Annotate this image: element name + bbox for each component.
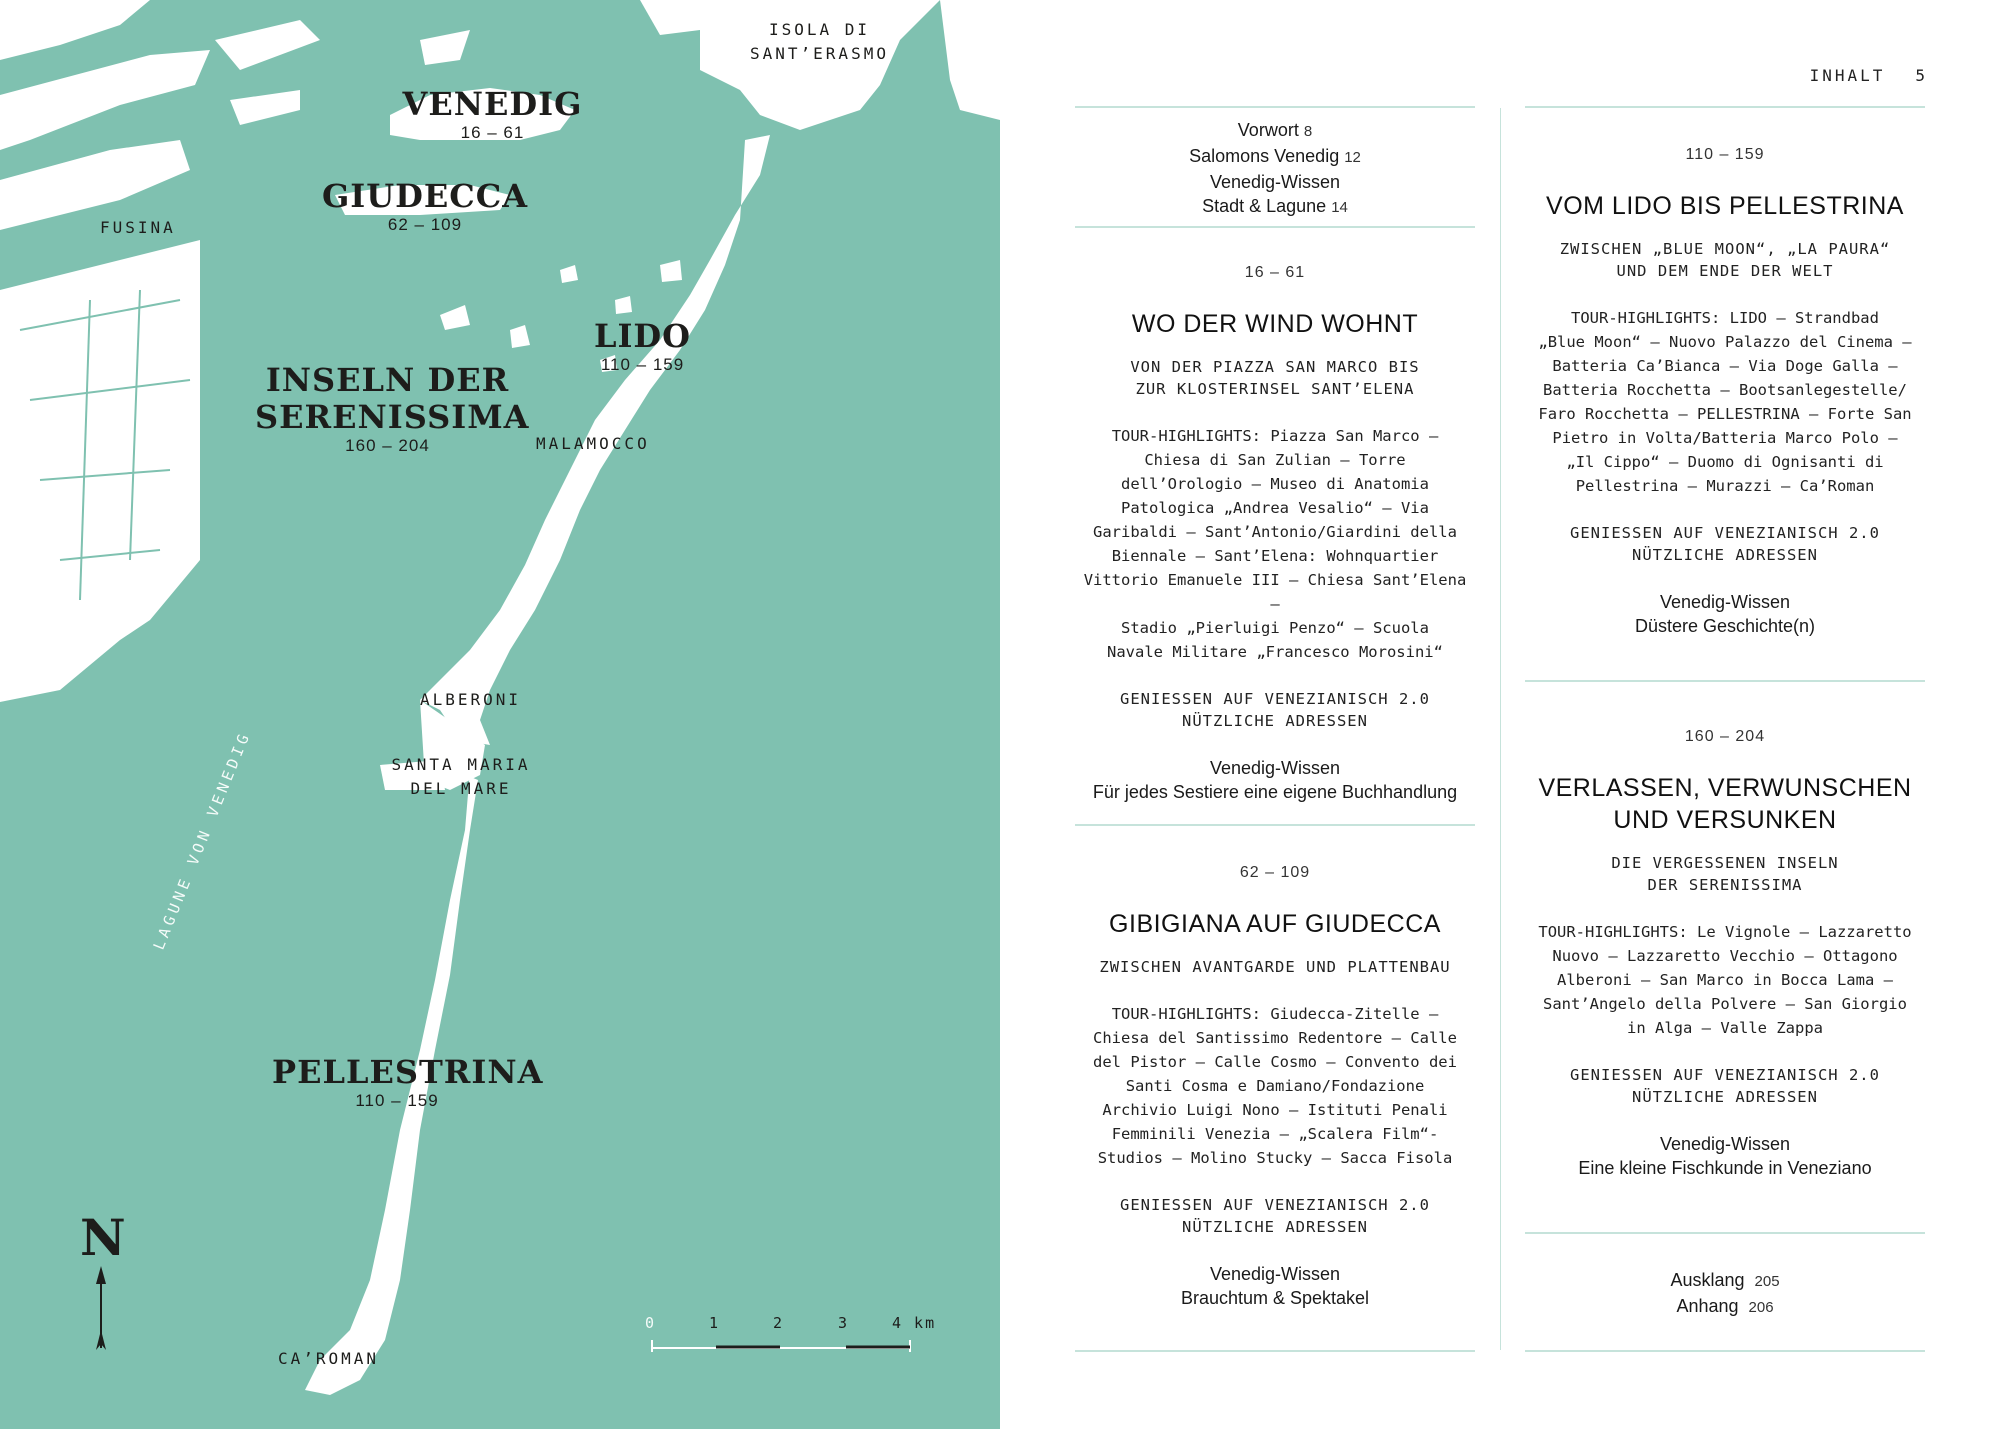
divider <box>1525 106 1925 108</box>
map-label-lido: LIDO 110 – 159 <box>593 317 692 374</box>
chapter-wissen: Venedig-Wissen Für jedes Sestiere eine eigene Buchhandlung <box>1092 758 1458 802</box>
chapter-extras: GENIESSEN AUF VENEZIANISCH 2.0 NÜTZLICHE ADRESSEN <box>1570 1066 1880 1106</box>
scale-tick-4: 4 km <box>892 1314 937 1332</box>
north-label: N <box>80 1208 126 1267</box>
map-label-giudecca: GIUDECCA 62 – 109 <box>321 177 529 234</box>
toc-entry[interactable]: Venedig-Wissen <box>1209 172 1341 192</box>
chapter-gibigiana-auf-giudecca[interactable] <box>1075 864 1475 1310</box>
chapter-wissen: Venedig-Wissen Brauchtum & Spektakel <box>1180 1264 1370 1308</box>
page-header-label: INHALT <box>1809 66 1886 85</box>
chapter-highlights: TOUR-HIGHLIGHTS: Piazza San Marco – Chiesa di San Zulian – Torre dell’Orologio – Museo di Anatomia Patologica „Andrea Vesalio“ – Via Garibaldi – Sant’Antonio/Giardini della Biennale – Sant’Elena: Wohnquartier Vittorio Emanuele III – Chiesa Sant’Elena – Stadio „Pierluigi Penzo“ – Scuola Navale Militare „Francesco Morosini“ <box>1083 427 1467 661</box>
chapter-highlights: TOUR-HIGHLIGHTS: LIDO – Strandbad „Blue Moon“ – Nuovo Palazzo del Cinema – Batteria Ca’Bianca – Via Doge Galla – Batteria Rocchetta – Bootsanlegestelle/ Faro Rocchetta – PELLESTRINA – Forte San Pietro in Volta/Batteria Marco Polo – „Il Cippo“ – Duomo di Ognisanti di Pellestrina – Murazzi – Ca’Roman <box>1538 309 1912 495</box>
column-divider <box>1500 108 1501 1350</box>
toc-intro <box>1075 118 1475 220</box>
divider <box>1075 1350 1475 1352</box>
scale-tick-2: 2 <box>773 1314 783 1332</box>
toc-entry[interactable]: Salomons Venedig 12 <box>1189 146 1361 166</box>
page-number: 5 <box>1915 66 1928 85</box>
map-label-ca-roman: CA’ROMAN <box>278 1349 380 1368</box>
chapter-verlassen-verwunschen[interactable] <box>1525 728 1925 1180</box>
chapter-extras: GENIESSEN AUF VENEZIANISCH 2.0 NÜTZLICHE ADRESSEN <box>1570 524 1880 564</box>
chapter-title: VERLASSEN, VERWUNSCHEN UND VERSUNKEN <box>1538 774 1912 834</box>
chapter-extras: GENIESSEN AUF VENEZIANISCH 2.0 NÜTZLICHE ADRESSEN <box>1120 1196 1430 1236</box>
map-label-lagune-von-venedig: LAGUNE VON VENEDIG <box>149 728 255 953</box>
scale-tick-1: 1 <box>709 1314 719 1332</box>
chapter-title: WO DER WIND WOHNT <box>1131 310 1419 338</box>
map-label-isola-sant-erasmo: ISOLA DI SANT’ERASMO <box>750 20 889 63</box>
divider <box>1075 226 1475 228</box>
chapter-subtitle: DIE VERGESSENEN INSELN DER SERENISSIMA <box>1611 854 1839 894</box>
toc-entry[interactable]: Vorwort 8 <box>1237 120 1313 140</box>
toc-entry[interactable]: Anhang 206 <box>1676 1296 1774 1316</box>
map-label-fusina: FUSINA <box>100 218 176 237</box>
chapter-subtitle: ZWISCHEN „BLUE MOON“, „LA PAURA“ UND DEM ENDE DER WELT <box>1559 240 1891 280</box>
chapter-pages: 110 – 159 <box>1685 146 1765 163</box>
chapter-extras: GENIESSEN AUF VENEZIANISCH 2.0 NÜTZLICHE ADRESSEN <box>1120 690 1430 730</box>
chapter-subtitle: VON DER PIAZZA SAN MARCO BIS ZUR KLOSTERINSEL SANT’ELENA <box>1130 358 1420 398</box>
divider <box>1525 680 1925 682</box>
scale-tick-3: 3 <box>838 1314 848 1332</box>
north-arrow-icon <box>96 1266 106 1350</box>
divider <box>1075 824 1475 826</box>
table-of-contents <box>1000 0 2000 1429</box>
scale-tick-0: 0 <box>645 1314 655 1332</box>
map-label-santa-maria-del-mare: SANTA MARIA DEL MARE <box>391 755 531 798</box>
map-label-malamocco: MALAMOCCO <box>536 434 650 453</box>
divider <box>1075 106 1475 108</box>
chapter-highlights: TOUR-HIGHLIGHTS: Le Vignole – Lazzaretto Nuovo – Lazzaretto Vecchio – Ottagono Alberoni – San Marco in Bocca Lama – Sant’Angelo della Polvere – San Giorgio in Alga – Valle Zappa <box>1538 923 1912 1037</box>
divider <box>1525 1350 1925 1352</box>
toc-entry[interactable]: Ausklang 205 <box>1670 1270 1780 1290</box>
toc-outro <box>1525 1268 1925 1320</box>
chapter-highlights: TOUR-HIGHLIGHTS: Giudecca-Zitelle – Chiesa del Santissimo Redentore – Calle del Pistor – Calle Cosmo – Convento dei Santi Cosma e Damiano/Fondazione Archivio Luigi Nono – Istituti Penali Femminili Venezia – „Scalera Film“- Studios – Molino Stucky – Sacca Fisola <box>1093 1005 1457 1167</box>
chapter-vom-lido-bis-pellestrina[interactable] <box>1525 146 1925 638</box>
chapter-pages: 160 – 204 <box>1684 728 1766 745</box>
chapter-title: VOM LIDO BIS PELLESTRINA <box>1546 192 1904 220</box>
map-label-pellestrina: PELLESTRINA 110 – 159 <box>272 1053 544 1110</box>
divider <box>1525 1232 1925 1234</box>
page-header <box>1800 66 1928 85</box>
chapter-wo-der-wind-wohnt[interactable] <box>1075 264 1475 804</box>
chapter-wissen: Venedig-Wissen Eine kleine Fischkunde in Veneziano <box>1578 1134 1872 1178</box>
chapter-wissen: Venedig-Wissen Düstere Geschichte(n) <box>1634 592 1816 636</box>
toc-entry[interactable]: Stadt & Lagune 14 <box>1202 196 1348 216</box>
chapter-pages: 62 – 109 <box>1239 864 1311 881</box>
chapter-subtitle: ZWISCHEN AVANTGARDE UND PLATTENBAU <box>1099 958 1451 976</box>
map-label-alberoni: ALBERONI <box>420 690 522 709</box>
chapter-pages: 16 – 61 <box>1244 264 1306 281</box>
map-label-venedig: VENEDIG 16 – 61 <box>402 85 583 142</box>
chapter-title: GIBIGIANA AUF GIUDECCA <box>1109 910 1441 938</box>
map-label-inseln-der-serenissima: INSELN DER SERENISSIMA 160 – 204 <box>255 361 530 455</box>
